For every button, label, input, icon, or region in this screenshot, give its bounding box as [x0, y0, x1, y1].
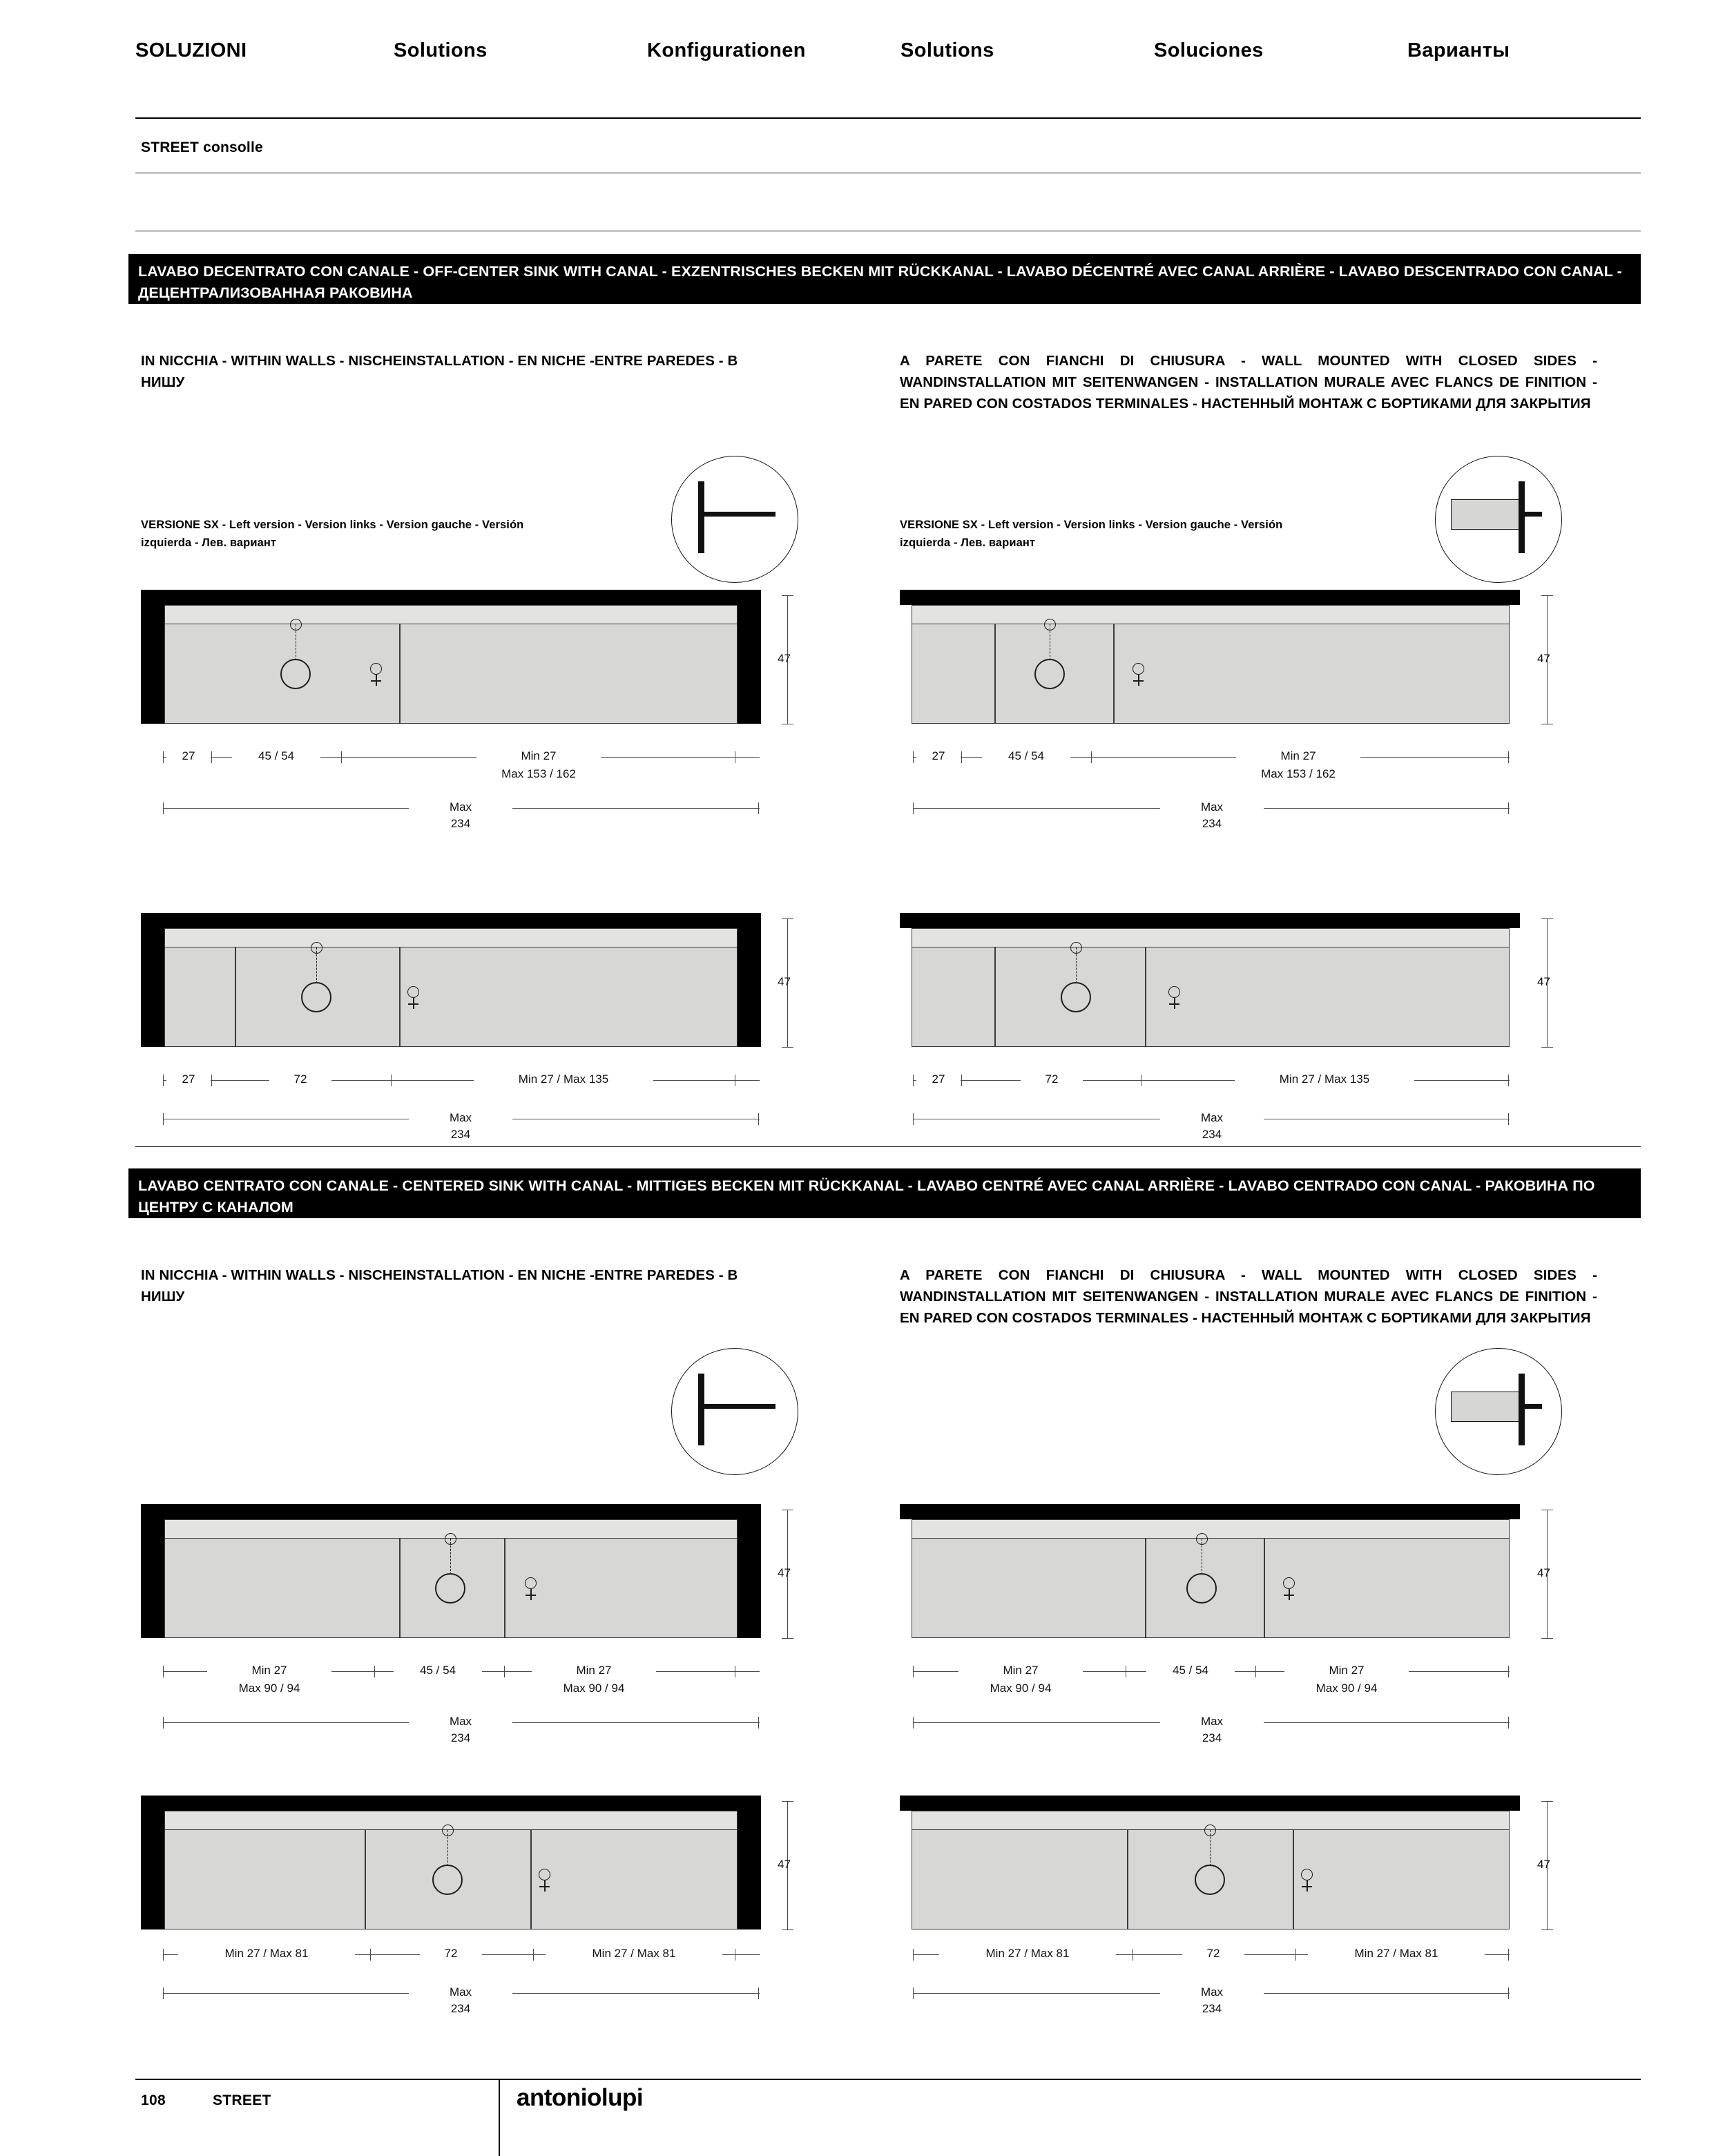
drawing-5-seg1-line2: Max 90 / 94 — [238, 1682, 300, 1695]
drawing-2-total-line1: Max — [1160, 800, 1264, 815]
header-divider-top — [135, 117, 1641, 119]
drawing-4-total-line2: 234 — [1202, 1128, 1222, 1141]
drawing-1-total-line2: 234 — [450, 817, 471, 830]
drawing-8-seg3: Min 27 / Max 81 — [1308, 1946, 1485, 1961]
section2-divider — [135, 1146, 1641, 1147]
drawing-5-height: 47 — [778, 1566, 791, 1579]
drawing-1-seg2: 45 / 54 — [232, 749, 320, 764]
drawing-6-total-line1: Max — [1160, 1714, 1264, 1729]
drawing-2-total-line2: 234 — [1202, 817, 1222, 830]
drawing-4-seg1: 27 — [916, 1072, 961, 1087]
niche-install-icon — [671, 456, 798, 583]
drawing-2-seg1: 27 — [916, 749, 961, 764]
header-lang-es: Soluciones — [1154, 39, 1264, 61]
product-title: STREET consolle — [141, 139, 263, 155]
drawing-7-height: 47 — [778, 1858, 791, 1871]
header-lang-it: SOLUZIONI — [135, 39, 247, 61]
drawing-3-seg3: Min 27 / Max 135 — [474, 1072, 653, 1087]
drawing-6-seg3-line2: Max 90 / 94 — [1316, 1682, 1378, 1695]
drawing-1-height: 47 — [778, 652, 791, 665]
language-header — [135, 29, 1641, 72]
brand-logo: antoniolupi — [517, 2084, 644, 2111]
drawing-4-seg2: 72 — [1021, 1072, 1083, 1087]
drawing-8-total-line1: Max — [1160, 1985, 1264, 2000]
drawing-7-seg3: Min 27 / Max 81 — [546, 1946, 722, 1961]
drawing-4-total-line1: Max — [1160, 1110, 1264, 1126]
drawing-5-seg3-line2: Max 90 / 94 — [563, 1682, 625, 1695]
drawing-8-total-line2: 234 — [1202, 2002, 1222, 2015]
footer-divider — [135, 2079, 1641, 2080]
drawing-5-seg3-line1: Min 27 — [532, 1663, 656, 1678]
drawing-1-seg3-line2: Max 153 / 162 — [501, 767, 576, 780]
drawing-7-seg2: 72 — [420, 1946, 482, 1961]
drawing-2-height: 47 — [1537, 652, 1550, 665]
section2-left-heading: IN NICCHIA - WITHIN WALLS - NISCHEINSTALLATION - EN NICHE -ENTRE PAREDES - В НИШУ — [141, 1267, 738, 1305]
footer-vertical-rule — [499, 2079, 500, 2156]
wall-mount-install-icon-2 — [1435, 1348, 1562, 1475]
header-lang-en: Solutions — [394, 39, 488, 61]
drawing-6-seg3-line1: Min 27 — [1284, 1663, 1409, 1678]
section1-left-heading: IN NICCHIA - WITHIN WALLS - NISCHEINSTALLATION - EN NICHE -ENTRE PAREDES - В НИШУ — [141, 353, 738, 390]
drawing-5-total-line2: 234 — [450, 1731, 471, 1744]
wall-mount-install-icon — [1435, 456, 1562, 583]
page-number: 108 — [141, 2092, 166, 2108]
drawing-6-seg2: 45 / 54 — [1146, 1663, 1235, 1678]
drawing-8-seg2: 72 — [1182, 1946, 1244, 1961]
header-lang-ru: Варианты — [1407, 39, 1510, 61]
drawing-4-seg3: Min 27 / Max 135 — [1235, 1072, 1414, 1087]
drawing-2-seg3-line1: Min 27 — [1236, 749, 1360, 764]
drawing-5-seg2: 45 / 54 — [394, 1663, 482, 1678]
drawing-3-height: 47 — [778, 975, 791, 988]
drawing-7-total-line2: 234 — [450, 2002, 471, 2015]
drawing-5-total-line1: Max — [409, 1714, 512, 1729]
section-banner-centered: LAVABO CENTRATO CON CANALE - CENTERED SINK WITH CANAL - MITTIGES BECKEN MIT RÜCKKANAL - LAVABO CENTRÉ AVEC CANAL ARRIÈRE - LAVABO CENTRADO CON CANAL - РАКОВИНА ПО ЦЕНТРУ С КАНАЛОМ — [128, 1168, 1641, 1218]
section-banner-offcenter: LAVABO DECENTRATO CON CANALE - OFF-CENTER SINK WITH CANAL - EXZENTRISCHES BECKEN MIT RÜCKKANAL - LAVABO DÉCENTRÉ AVEC CANAL ARRIÈRE - LAVABO DESCENTRADO CON CANAL - ДЕЦЕНТРАЛИЗОВАННАЯ РАКОВИНА — [128, 254, 1641, 304]
drawing-1-total-line1: Max — [409, 800, 512, 815]
drawing-6-seg1-line2: Max 90 / 94 — [990, 1682, 1052, 1695]
drawing-8-seg1: Min 27 / Max 81 — [939, 1946, 1116, 1961]
header-lang-fr: Solutions — [900, 39, 994, 61]
drawing-6-total-line2: 234 — [1202, 1731, 1222, 1744]
drawing-8-height: 47 — [1537, 1858, 1550, 1871]
drawing-1-seg1: 27 — [166, 749, 211, 764]
drawing-5-seg1-line1: Min 27 — [207, 1663, 331, 1678]
drawing-2-seg3-line2: Max 153 / 162 — [1261, 767, 1336, 780]
drawing-7-seg1: Min 27 / Max 81 — [178, 1946, 355, 1961]
footer-collection: STREET — [213, 2092, 271, 2108]
drawing-3-seg1: 27 — [166, 1072, 211, 1087]
niche-install-icon-2 — [671, 1348, 798, 1475]
drawing-1-seg3-line1: Min 27 — [476, 749, 601, 764]
header-lang-de: Konfigurationen — [647, 39, 806, 61]
drawing-3-seg2: 72 — [269, 1072, 331, 1087]
drawing-2-seg2: 45 / 54 — [982, 749, 1070, 764]
drawing-3-total-line2: 234 — [450, 1128, 471, 1141]
section2-right-heading: A PARETE CON FIANCHI DI CHIUSURA - WALL MOUNTED WITH CLOSED SIDES - WANDINSTALLATION MIT SEITENWANGEN - INSTALLATION MURALE AVEC FLANCS DE FINITION - EN PARED CON COSTADOS TERMINALES - НАСТЕННЫЙ МОНТАЖ С БОРТИКАМИ ДЛЯ ЗАКРЫТИЯ — [900, 1267, 1597, 1326]
section1-left-version-label: VERSIONE SX - Left version - Version links - Version gauche - Versión izquierda - Лев. вариант — [141, 519, 524, 549]
section1-right-version-label: VERSIONE SX - Left version - Version links - Version gauche - Versión izquierda - Лев. вариант — [900, 519, 1283, 549]
drawing-7-total-line1: Max — [409, 1985, 512, 2000]
drawing-6-height: 47 — [1537, 1566, 1550, 1579]
section1-right-heading: A PARETE CON FIANCHI DI CHIUSURA - WALL MOUNTED WITH CLOSED SIDES - WANDINSTALLATION MIT SEITENWANGEN - INSTALLATION MURALE AVEC FLANCS DE FINITION - EN PARED CON COSTADOS TERMINALES - НАСТЕННЫЙ МОНТАЖ С БОРТИКАМИ ДЛЯ ЗАКРЫТИЯ — [900, 353, 1597, 412]
drawing-6-seg1-line1: Min 27 — [958, 1663, 1083, 1678]
drawing-3-total-line1: Max — [409, 1110, 512, 1126]
drawing-4-height: 47 — [1537, 975, 1550, 988]
